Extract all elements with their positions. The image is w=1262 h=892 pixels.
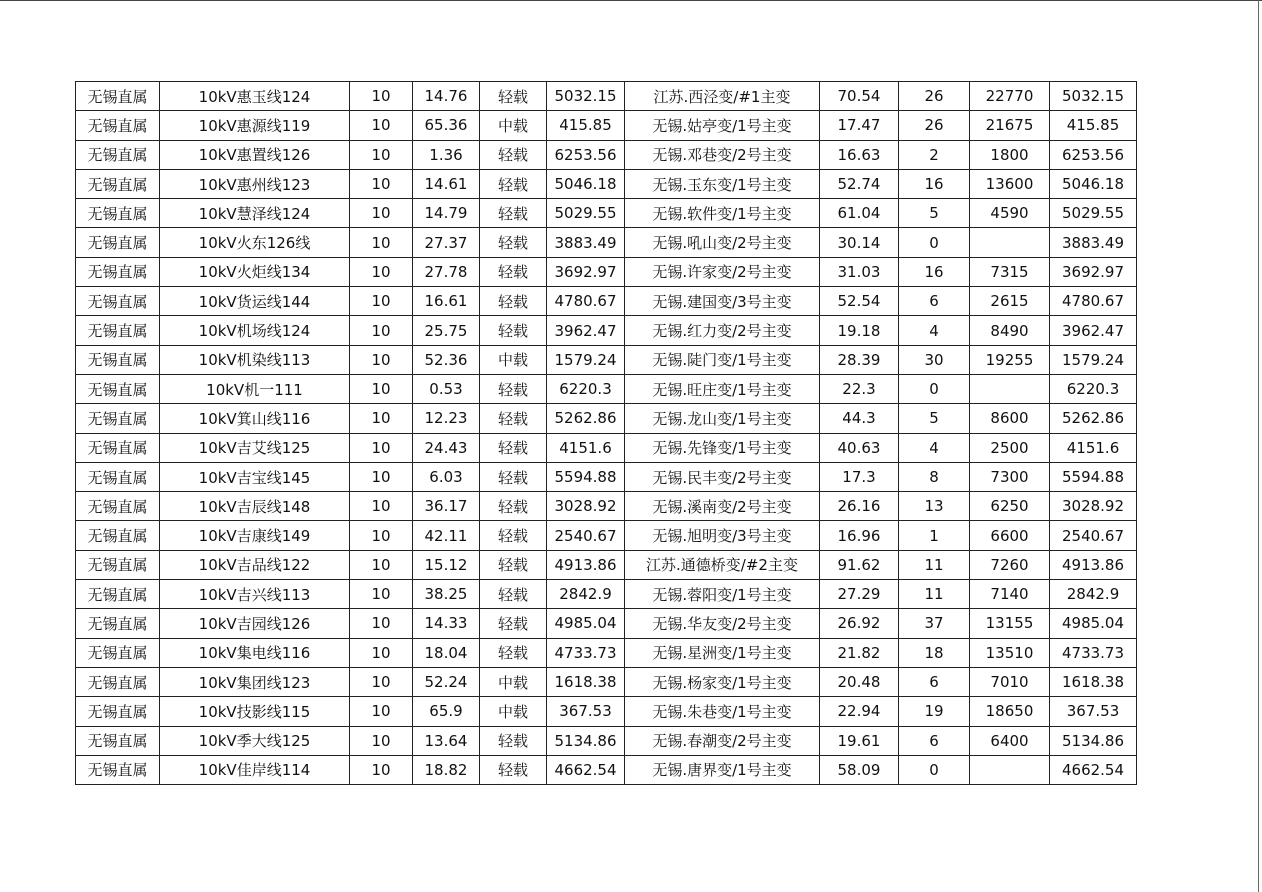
- cell-line-name: 10kV机染线113: [160, 345, 350, 374]
- cell-load-rate: 27.37: [413, 228, 480, 257]
- cell-unit: 无锡直属: [76, 609, 160, 638]
- cell-load-rate: 15.12: [413, 550, 480, 579]
- cell-load-status: 轻载: [480, 228, 547, 257]
- table-row: [76, 287, 1137, 316]
- cell-available-capacity: 367.53: [547, 697, 625, 726]
- cell-voltage: 10: [350, 199, 413, 228]
- cell-load-rate: 36.17: [413, 492, 480, 521]
- cell-unit: 无锡直属: [76, 550, 160, 579]
- cell-unit: 无锡直属: [76, 404, 160, 433]
- cell-load-rate: 24.43: [413, 433, 480, 462]
- table-row: [76, 345, 1137, 374]
- cell-user-capacity: 2500: [970, 433, 1050, 462]
- cell-available-capacity: 5046.18: [547, 169, 625, 198]
- cell-line-name: 10kV技影线115: [160, 697, 350, 726]
- cell-load-rate: 6.03: [413, 462, 480, 491]
- cell-transformer-load-rate: 61.04: [820, 199, 899, 228]
- cell-transformer-load-rate: 58.09: [820, 755, 899, 784]
- cell-user-count: 4: [899, 316, 970, 345]
- cell-remaining-capacity: 1618.38: [1050, 667, 1137, 696]
- cell-user-capacity: [970, 228, 1050, 257]
- cell-unit: 无锡直属: [76, 316, 160, 345]
- cell-voltage: 10: [350, 228, 413, 257]
- cell-available-capacity: 5029.55: [547, 199, 625, 228]
- table-row: [76, 755, 1137, 784]
- cell-user-capacity: 6250: [970, 492, 1050, 521]
- cell-transformer-load-rate: 17.47: [820, 111, 899, 140]
- cell-transformer-load-rate: 40.63: [820, 433, 899, 462]
- cell-available-capacity: 4780.67: [547, 287, 625, 316]
- cell-available-capacity: 4913.86: [547, 550, 625, 579]
- cell-voltage: 10: [350, 111, 413, 140]
- cell-line-name: 10kV箕山线116: [160, 404, 350, 433]
- cell-voltage: 10: [350, 726, 413, 755]
- table-row: [76, 199, 1137, 228]
- cell-transformer-load-rate: 16.96: [820, 521, 899, 550]
- cell-user-capacity: 7140: [970, 580, 1050, 609]
- cell-transformer-load-rate: 26.16: [820, 492, 899, 521]
- cell-load-status: 轻载: [480, 257, 547, 286]
- cell-remaining-capacity: 2842.9: [1050, 580, 1137, 609]
- cell-substation-transformer: 无锡.民丰变/2号主变: [625, 462, 820, 491]
- cell-available-capacity: 3883.49: [547, 228, 625, 257]
- cell-user-count: 6: [899, 726, 970, 755]
- cell-user-count: 26: [899, 111, 970, 140]
- cell-user-capacity: 2615: [970, 287, 1050, 316]
- cell-available-capacity: 3962.47: [547, 316, 625, 345]
- cell-unit: 无锡直属: [76, 492, 160, 521]
- cell-available-capacity: 3692.97: [547, 257, 625, 286]
- cell-user-capacity: 13510: [970, 638, 1050, 667]
- cell-substation-transformer: 无锡.建国变/3号主变: [625, 287, 820, 316]
- cell-load-status: 中载: [480, 345, 547, 374]
- cell-substation-transformer: 无锡.龙山变/1号主变: [625, 404, 820, 433]
- cell-load-status: 轻载: [480, 140, 547, 169]
- cell-transformer-load-rate: 52.74: [820, 169, 899, 198]
- cell-load-status: 轻载: [480, 492, 547, 521]
- table-row: [76, 697, 1137, 726]
- cell-user-count: 4: [899, 433, 970, 462]
- cell-load-status: 轻载: [480, 316, 547, 345]
- cell-voltage: 10: [350, 550, 413, 579]
- cell-user-capacity: 7300: [970, 462, 1050, 491]
- cell-load-rate: 65.36: [413, 111, 480, 140]
- cell-available-capacity: 2540.67: [547, 521, 625, 550]
- cell-remaining-capacity: 5594.88: [1050, 462, 1137, 491]
- cell-load-rate: 25.75: [413, 316, 480, 345]
- cell-user-capacity: [970, 755, 1050, 784]
- cell-available-capacity: 5594.88: [547, 462, 625, 491]
- cell-load-status: 轻载: [480, 287, 547, 316]
- cell-user-capacity: 19255: [970, 345, 1050, 374]
- cell-voltage: 10: [350, 169, 413, 198]
- cell-user-count: 13: [899, 492, 970, 521]
- cell-line-name: 10kV火炬线134: [160, 257, 350, 286]
- table-row: [76, 638, 1137, 667]
- cell-voltage: 10: [350, 755, 413, 784]
- cell-transformer-load-rate: 26.92: [820, 609, 899, 638]
- cell-transformer-load-rate: 21.82: [820, 638, 899, 667]
- cell-user-count: 0: [899, 755, 970, 784]
- cell-unit: 无锡直属: [76, 169, 160, 198]
- cell-user-capacity: 21675: [970, 111, 1050, 140]
- cell-substation-transformer: 无锡.蓉阳变/1号主变: [625, 580, 820, 609]
- cell-transformer-load-rate: 70.54: [820, 82, 899, 111]
- cell-transformer-load-rate: 22.3: [820, 374, 899, 403]
- table-row: [76, 404, 1137, 433]
- cell-substation-transformer: 无锡.邓巷变/2号主变: [625, 140, 820, 169]
- cell-voltage: 10: [350, 287, 413, 316]
- cell-remaining-capacity: 5134.86: [1050, 726, 1137, 755]
- cell-load-rate: 14.79: [413, 199, 480, 228]
- cell-unit: 无锡直属: [76, 257, 160, 286]
- cell-voltage: 10: [350, 374, 413, 403]
- cell-load-status: 轻载: [480, 609, 547, 638]
- cell-load-rate: 14.61: [413, 169, 480, 198]
- cell-transformer-load-rate: 20.48: [820, 667, 899, 696]
- cell-unit: 无锡直属: [76, 374, 160, 403]
- cell-unit: 无锡直属: [76, 199, 160, 228]
- cell-unit: 无锡直属: [76, 287, 160, 316]
- cell-transformer-load-rate: 31.03: [820, 257, 899, 286]
- cell-line-name: 10kV吉兴线113: [160, 580, 350, 609]
- cell-load-rate: 18.82: [413, 755, 480, 784]
- cell-remaining-capacity: 5046.18: [1050, 169, 1137, 198]
- feeder-load-table: [75, 81, 1137, 785]
- table-body: [76, 82, 1137, 785]
- cell-line-name: 10kV吉艾线125: [160, 433, 350, 462]
- cell-load-status: 中载: [480, 667, 547, 696]
- cell-substation-transformer: 无锡.许家变/2号主变: [625, 257, 820, 286]
- cell-substation-transformer: 无锡.华友变/2号主变: [625, 609, 820, 638]
- cell-voltage: 10: [350, 609, 413, 638]
- table-row: [76, 316, 1137, 345]
- cell-user-capacity: 7315: [970, 257, 1050, 286]
- cell-user-count: 6: [899, 667, 970, 696]
- cell-remaining-capacity: 4913.86: [1050, 550, 1137, 579]
- table-row: [76, 433, 1137, 462]
- cell-load-status: 轻载: [480, 169, 547, 198]
- cell-line-name: 10kV佳岸线114: [160, 755, 350, 784]
- cell-load-status: 轻载: [480, 726, 547, 755]
- cell-load-status: 轻载: [480, 755, 547, 784]
- cell-line-name: 10kV集团线123: [160, 667, 350, 696]
- cell-available-capacity: 5134.86: [547, 726, 625, 755]
- cell-substation-transformer: 无锡.吼山变/2号主变: [625, 228, 820, 257]
- cell-user-capacity: 22770: [970, 82, 1050, 111]
- cell-line-name: 10kV吉品线122: [160, 550, 350, 579]
- table-row: [76, 257, 1137, 286]
- table-row: [76, 667, 1137, 696]
- page-top-border: [0, 0, 1262, 1]
- cell-substation-transformer: 无锡.软件变/1号主变: [625, 199, 820, 228]
- cell-load-status: 轻载: [480, 580, 547, 609]
- cell-available-capacity: 4985.04: [547, 609, 625, 638]
- cell-unit: 无锡直属: [76, 580, 160, 609]
- cell-user-capacity: [970, 374, 1050, 403]
- cell-user-capacity: 1800: [970, 140, 1050, 169]
- cell-user-count: 6: [899, 287, 970, 316]
- page-right-border: [1258, 0, 1259, 892]
- cell-voltage: 10: [350, 638, 413, 667]
- cell-user-count: 16: [899, 257, 970, 286]
- cell-user-capacity: 7010: [970, 667, 1050, 696]
- cell-remaining-capacity: 4151.6: [1050, 433, 1137, 462]
- cell-unit: 无锡直属: [76, 755, 160, 784]
- cell-remaining-capacity: 4985.04: [1050, 609, 1137, 638]
- cell-unit: 无锡直属: [76, 433, 160, 462]
- cell-load-status: 轻载: [480, 638, 547, 667]
- cell-available-capacity: 4662.54: [547, 755, 625, 784]
- cell-transformer-load-rate: 19.61: [820, 726, 899, 755]
- table-row: [76, 521, 1137, 550]
- cell-remaining-capacity: 6220.3: [1050, 374, 1137, 403]
- cell-available-capacity: 6220.3: [547, 374, 625, 403]
- cell-substation-transformer: 无锡.春潮变/2号主变: [625, 726, 820, 755]
- cell-transformer-load-rate: 22.94: [820, 697, 899, 726]
- table-row: [76, 82, 1137, 111]
- table-row: [76, 550, 1137, 579]
- cell-substation-transformer: 无锡.杨家变/1号主变: [625, 667, 820, 696]
- cell-unit: 无锡直属: [76, 462, 160, 491]
- cell-user-count: 11: [899, 550, 970, 579]
- cell-line-name: 10kV机场线124: [160, 316, 350, 345]
- cell-user-capacity: 18650: [970, 697, 1050, 726]
- cell-user-count: 1: [899, 521, 970, 550]
- cell-unit: 无锡直属: [76, 228, 160, 257]
- table-row: [76, 609, 1137, 638]
- cell-line-name: 10kV惠州线123: [160, 169, 350, 198]
- cell-line-name: 10kV惠置线126: [160, 140, 350, 169]
- cell-transformer-load-rate: 30.14: [820, 228, 899, 257]
- cell-voltage: 10: [350, 580, 413, 609]
- cell-user-count: 0: [899, 228, 970, 257]
- cell-user-count: 37: [899, 609, 970, 638]
- cell-load-status: 轻载: [480, 462, 547, 491]
- cell-user-capacity: 6400: [970, 726, 1050, 755]
- cell-line-name: 10kV吉康线149: [160, 521, 350, 550]
- cell-user-count: 19: [899, 697, 970, 726]
- cell-load-rate: 27.78: [413, 257, 480, 286]
- table-row: [76, 111, 1137, 140]
- cell-voltage: 10: [350, 257, 413, 286]
- cell-remaining-capacity: 3883.49: [1050, 228, 1137, 257]
- cell-load-rate: 12.23: [413, 404, 480, 433]
- cell-substation-transformer: 江苏.通德桥变/#2主变: [625, 550, 820, 579]
- table-row: [76, 462, 1137, 491]
- cell-transformer-load-rate: 28.39: [820, 345, 899, 374]
- cell-load-status: 中载: [480, 111, 547, 140]
- cell-voltage: 10: [350, 433, 413, 462]
- cell-available-capacity: 3028.92: [547, 492, 625, 521]
- cell-load-rate: 52.36: [413, 345, 480, 374]
- cell-remaining-capacity: 1579.24: [1050, 345, 1137, 374]
- cell-available-capacity: 5032.15: [547, 82, 625, 111]
- cell-available-capacity: 4733.73: [547, 638, 625, 667]
- cell-user-capacity: 6600: [970, 521, 1050, 550]
- cell-user-capacity: 7260: [970, 550, 1050, 579]
- cell-load-rate: 18.04: [413, 638, 480, 667]
- cell-unit: 无锡直属: [76, 726, 160, 755]
- cell-transformer-load-rate: 44.3: [820, 404, 899, 433]
- cell-unit: 无锡直属: [76, 638, 160, 667]
- cell-transformer-load-rate: 16.63: [820, 140, 899, 169]
- cell-user-count: 16: [899, 169, 970, 198]
- cell-transformer-load-rate: 19.18: [820, 316, 899, 345]
- cell-remaining-capacity: 6253.56: [1050, 140, 1137, 169]
- cell-load-status: 轻载: [480, 374, 547, 403]
- cell-substation-transformer: 无锡.红力变/2号主变: [625, 316, 820, 345]
- cell-user-capacity: 8490: [970, 316, 1050, 345]
- cell-unit: 无锡直属: [76, 521, 160, 550]
- table-row: [76, 228, 1137, 257]
- cell-voltage: 10: [350, 492, 413, 521]
- cell-load-status: 轻载: [480, 433, 547, 462]
- cell-load-rate: 1.36: [413, 140, 480, 169]
- cell-user-count: 0: [899, 374, 970, 403]
- cell-available-capacity: 2842.9: [547, 580, 625, 609]
- cell-user-count: 2: [899, 140, 970, 169]
- cell-user-capacity: 4590: [970, 199, 1050, 228]
- cell-transformer-load-rate: 52.54: [820, 287, 899, 316]
- cell-voltage: 10: [350, 462, 413, 491]
- cell-unit: 无锡直属: [76, 140, 160, 169]
- cell-line-name: 10kV集电线116: [160, 638, 350, 667]
- cell-remaining-capacity: 3692.97: [1050, 257, 1137, 286]
- cell-substation-transformer: 无锡.陡门变/1号主变: [625, 345, 820, 374]
- cell-line-name: 10kV吉辰线148: [160, 492, 350, 521]
- cell-unit: 无锡直属: [76, 82, 160, 111]
- table-row: [76, 140, 1137, 169]
- cell-available-capacity: 5262.86: [547, 404, 625, 433]
- cell-substation-transformer: 无锡.星洲变/1号主变: [625, 638, 820, 667]
- cell-available-capacity: 415.85: [547, 111, 625, 140]
- cell-voltage: 10: [350, 697, 413, 726]
- cell-line-name: 10kV吉宝线145: [160, 462, 350, 491]
- cell-load-rate: 42.11: [413, 521, 480, 550]
- cell-load-rate: 14.33: [413, 609, 480, 638]
- cell-load-rate: 38.25: [413, 580, 480, 609]
- cell-load-status: 中载: [480, 697, 547, 726]
- cell-load-rate: 14.76: [413, 82, 480, 111]
- cell-transformer-load-rate: 27.29: [820, 580, 899, 609]
- cell-load-rate: 16.61: [413, 287, 480, 316]
- cell-available-capacity: 6253.56: [547, 140, 625, 169]
- cell-load-status: 轻载: [480, 550, 547, 579]
- cell-remaining-capacity: 5029.55: [1050, 199, 1137, 228]
- cell-user-count: 11: [899, 580, 970, 609]
- cell-unit: 无锡直属: [76, 111, 160, 140]
- cell-available-capacity: 1618.38: [547, 667, 625, 696]
- table-row: [76, 374, 1137, 403]
- cell-line-name: 10kV火东126线: [160, 228, 350, 257]
- cell-line-name: 10kV慧泽线124: [160, 199, 350, 228]
- cell-line-name: 10kV季大线125: [160, 726, 350, 755]
- cell-load-status: 轻载: [480, 82, 547, 111]
- cell-voltage: 10: [350, 404, 413, 433]
- cell-transformer-load-rate: 17.3: [820, 462, 899, 491]
- cell-transformer-load-rate: 91.62: [820, 550, 899, 579]
- cell-available-capacity: 1579.24: [547, 345, 625, 374]
- cell-substation-transformer: 无锡.溪南变/2号主变: [625, 492, 820, 521]
- cell-remaining-capacity: 367.53: [1050, 697, 1137, 726]
- cell-remaining-capacity: 5262.86: [1050, 404, 1137, 433]
- cell-line-name: 10kV货运线144: [160, 287, 350, 316]
- cell-load-status: 轻载: [480, 521, 547, 550]
- cell-load-status: 轻载: [480, 199, 547, 228]
- cell-remaining-capacity: 415.85: [1050, 111, 1137, 140]
- cell-user-count: 26: [899, 82, 970, 111]
- cell-remaining-capacity: 4662.54: [1050, 755, 1137, 784]
- cell-voltage: 10: [350, 345, 413, 374]
- cell-user-count: 5: [899, 199, 970, 228]
- table-row: [76, 580, 1137, 609]
- cell-user-count: 30: [899, 345, 970, 374]
- cell-substation-transformer: 无锡.玉东变/1号主变: [625, 169, 820, 198]
- cell-voltage: 10: [350, 667, 413, 696]
- table-row: [76, 726, 1137, 755]
- cell-substation-transformer: 无锡.唐界变/1号主变: [625, 755, 820, 784]
- cell-available-capacity: 4151.6: [547, 433, 625, 462]
- cell-user-capacity: 13600: [970, 169, 1050, 198]
- cell-user-count: 18: [899, 638, 970, 667]
- cell-substation-transformer: 江苏.西泾变/#1主变: [625, 82, 820, 111]
- cell-unit: 无锡直属: [76, 345, 160, 374]
- cell-voltage: 10: [350, 140, 413, 169]
- table-row: [76, 169, 1137, 198]
- cell-remaining-capacity: 3028.92: [1050, 492, 1137, 521]
- cell-load-rate: 0.53: [413, 374, 480, 403]
- cell-user-capacity: 8600: [970, 404, 1050, 433]
- cell-substation-transformer: 无锡.朱巷变/1号主变: [625, 697, 820, 726]
- cell-unit: 无锡直属: [76, 697, 160, 726]
- cell-user-count: 5: [899, 404, 970, 433]
- cell-load-rate: 65.9: [413, 697, 480, 726]
- cell-line-name: 10kV惠源线119: [160, 111, 350, 140]
- cell-substation-transformer: 无锡.先锋变/1号主变: [625, 433, 820, 462]
- cell-load-rate: 13.64: [413, 726, 480, 755]
- cell-unit: 无锡直属: [76, 667, 160, 696]
- cell-voltage: 10: [350, 316, 413, 345]
- cell-remaining-capacity: 4733.73: [1050, 638, 1137, 667]
- table-row: [76, 492, 1137, 521]
- cell-line-name: 10kV吉园线126: [160, 609, 350, 638]
- cell-user-capacity: 13155: [970, 609, 1050, 638]
- cell-load-rate: 52.24: [413, 667, 480, 696]
- cell-voltage: 10: [350, 82, 413, 111]
- cell-substation-transformer: 无锡.旭明变/3号主变: [625, 521, 820, 550]
- cell-remaining-capacity: 2540.67: [1050, 521, 1137, 550]
- cell-load-status: 轻载: [480, 404, 547, 433]
- cell-voltage: 10: [350, 521, 413, 550]
- cell-remaining-capacity: 5032.15: [1050, 82, 1137, 111]
- cell-user-count: 8: [899, 462, 970, 491]
- cell-line-name: 10kV机一111: [160, 374, 350, 403]
- cell-substation-transformer: 无锡.姑亭变/1号主变: [625, 111, 820, 140]
- cell-remaining-capacity: 3962.47: [1050, 316, 1137, 345]
- cell-substation-transformer: 无锡.旺庄变/1号主变: [625, 374, 820, 403]
- cell-remaining-capacity: 4780.67: [1050, 287, 1137, 316]
- cell-line-name: 10kV惠玉线124: [160, 82, 350, 111]
